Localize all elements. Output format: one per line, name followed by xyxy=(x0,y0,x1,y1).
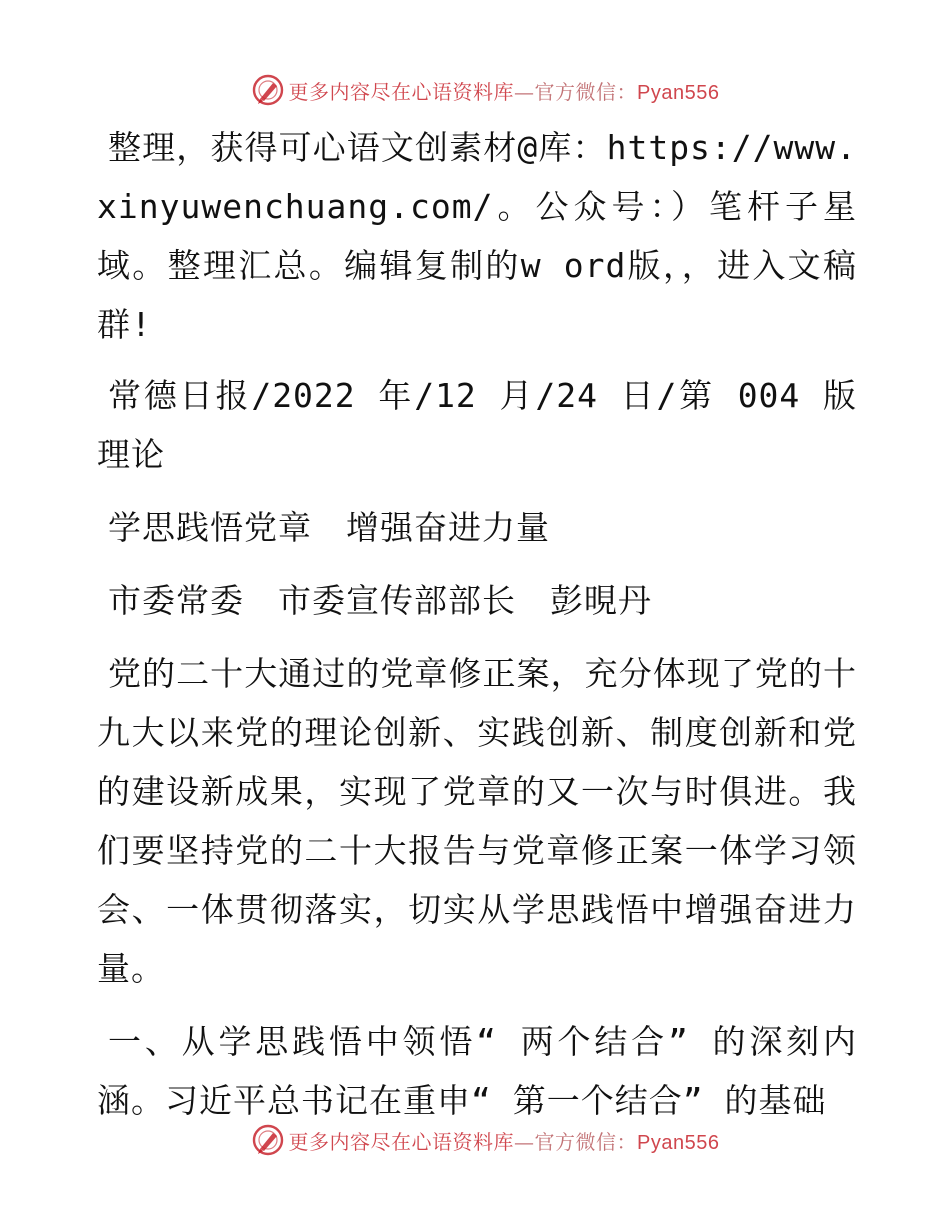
header-watermark xyxy=(0,70,950,110)
body-paragraph-2: 一、从学思践悟中领悟“ 两个结合” 的深刻内涵。习近平总书记在重申“ 第一个结合” 的基础 xyxy=(97,1022,857,1120)
source-line: 常德日报/2022 年/12 月/24 日/第 004 版理论 xyxy=(97,376,857,474)
body-paragraph-1: 党的二十大通过的党章修正案，充分体现了党的十九大以来党的理论创新、实践创新、制度创新和党的建设新成果，实现了党章的又一次与时俱进。我们要坚持党的二十大报告与党章修正案一体学习领会、一体贯彻落实，切实从学思践悟中增强奋进力量。 xyxy=(97,654,857,988)
document-body xyxy=(97,118,857,1130)
watermark-text: 更多内容尽在心语资料库—官方微信：Pyan556 xyxy=(288,1129,720,1154)
intro-paragraph: 整理，获得可心语文创素材@库：https://www.xinyuwenchuang.com/。公众号：）笔杆子星域。整理汇总。编辑复制的w ord版，，进入文稿群! xyxy=(97,128,857,344)
author-line: 市委常委 市委宣传部部长 彭晛丹 xyxy=(108,581,652,620)
watermark-group xyxy=(251,1123,720,1157)
pen-logo-icon xyxy=(251,1123,285,1157)
watermark-text: 更多内容尽在心语资料库—官方微信：Pyan556 xyxy=(288,79,720,104)
footer-watermark xyxy=(0,1120,950,1160)
pen-logo-icon xyxy=(251,73,285,107)
article-title: 学思践悟党章 增强奋进力量 xyxy=(108,508,550,547)
watermark-group xyxy=(251,73,720,107)
